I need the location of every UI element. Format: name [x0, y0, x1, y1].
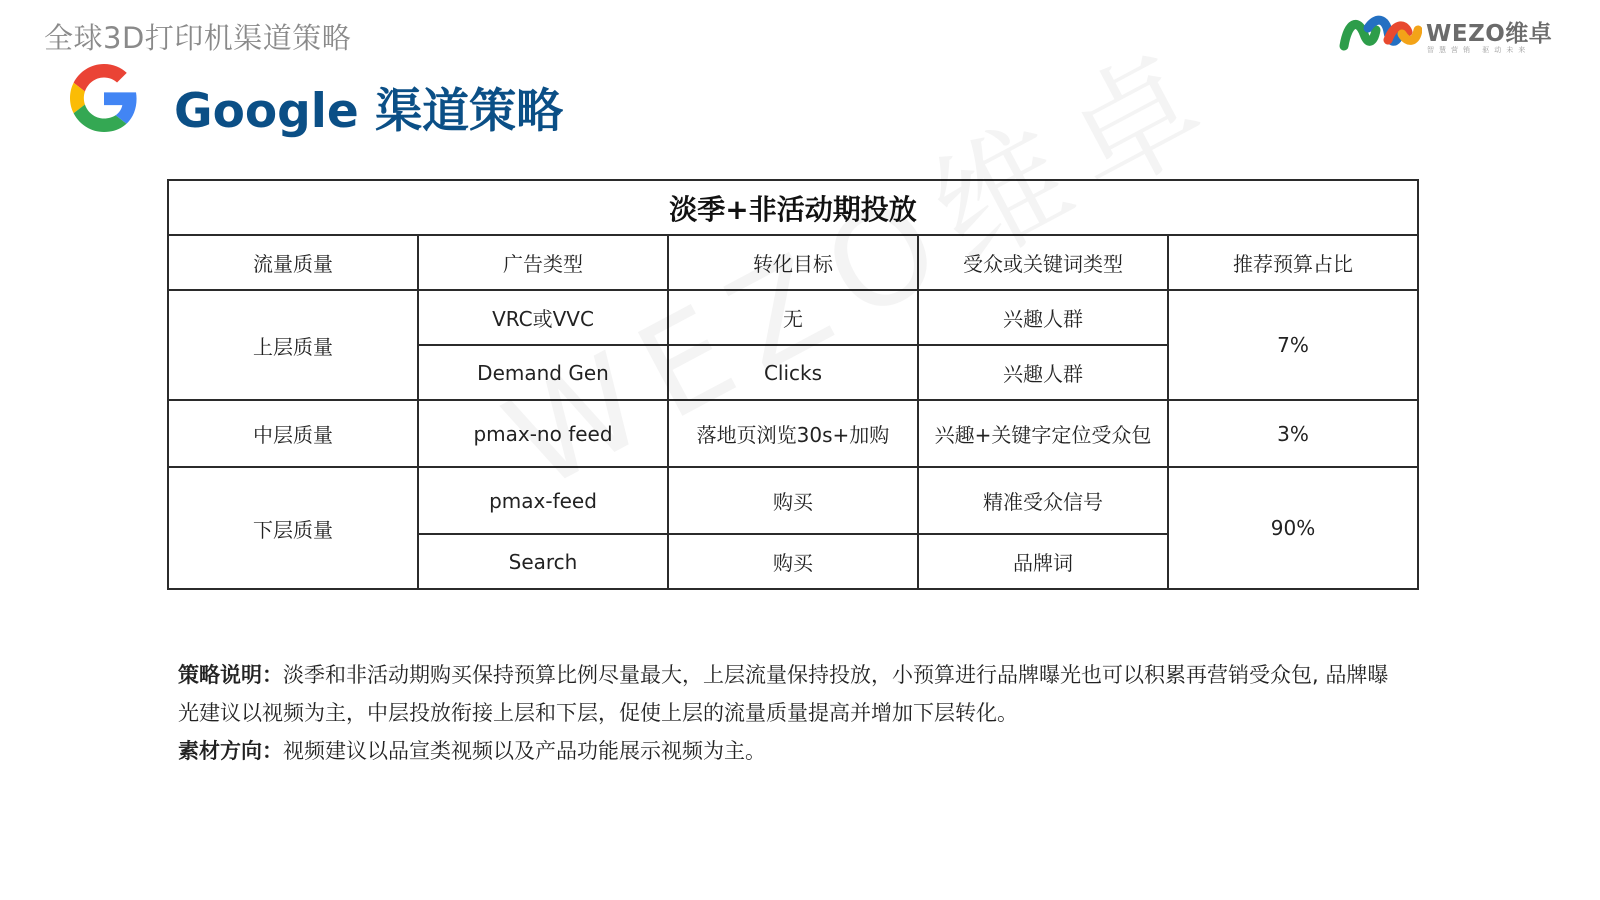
table-row	[168, 400, 1418, 467]
goal-cell: 购买	[668, 534, 918, 589]
table-header-row	[168, 235, 1418, 290]
table-caption: 淡季+非活动期投放	[168, 180, 1418, 235]
audience-cell: 兴趣+关键字定位受众包	[918, 400, 1168, 467]
deck-title: 全球3D打印机渠道策略	[44, 21, 352, 55]
ad-type-cell: Demand Gen	[418, 345, 668, 400]
audience-cell: 兴趣人群	[918, 345, 1168, 400]
header-traffic-quality: 流量质量	[168, 235, 418, 290]
page-title: Google 渠道策略	[174, 84, 564, 139]
strategy-table	[167, 179, 1419, 590]
table-row	[168, 290, 1418, 345]
brand-name: WEZO维卓	[1426, 21, 1553, 47]
header-audience-type: 受众或关键词类型	[918, 235, 1168, 290]
audience-cell: 兴趣人群	[918, 290, 1168, 345]
budget-cell: 7%	[1168, 290, 1418, 400]
table-row	[168, 467, 1418, 534]
header-ad-type: 广告类型	[418, 235, 668, 290]
budget-cell: 3%	[1168, 400, 1418, 467]
strategy-paragraph	[178, 656, 1408, 732]
material-paragraph	[178, 732, 1408, 770]
ad-type-cell: pmax-no feed	[418, 400, 668, 467]
quality-cell: 中层质量	[168, 400, 418, 467]
material-text: 视频建议以品宣类视频以及产品功能展示视频为主。	[283, 739, 766, 763]
audience-cell: 品牌词	[918, 534, 1168, 589]
goal-cell: 无	[668, 290, 918, 345]
budget-cell: 90%	[1168, 467, 1418, 589]
goal-cell: Clicks	[668, 345, 918, 400]
audience-cell: 精准受众信号	[918, 467, 1168, 534]
ad-type-cell: Search	[418, 534, 668, 589]
strategy-notes	[178, 656, 1408, 770]
goal-cell: 落地页浏览30s+加购	[668, 400, 918, 467]
material-label: 素材方向：	[178, 739, 283, 763]
brand-tagline: 智慧营销 驱动未来	[1427, 46, 1531, 54]
goal-cell: 购买	[668, 467, 918, 534]
google-g-icon	[70, 64, 138, 132]
quality-cell: 下层质量	[168, 467, 418, 589]
strategy-label: 策略说明：	[178, 663, 283, 687]
header-conversion-goal: 转化目标	[668, 235, 918, 290]
strategy-text: 淡季和非活动期购买保持预算比例尽量最大，上层流量保持投放，小预算进行品牌曝光也可以积累再营销受众包, 品牌曝光建议以视频为主，中层投放衔接上层和下层，促使上层的流量质量提高并增加下层转化。	[178, 663, 1389, 725]
ad-type-cell: pmax-feed	[418, 467, 668, 534]
brand-logo	[1338, 12, 1553, 58]
ad-type-cell: VRC或VVC	[418, 290, 668, 345]
quality-cell: 上层质量	[168, 290, 418, 400]
wezo-mark-icon	[1338, 12, 1422, 56]
header-budget-share: 推荐预算占比	[1168, 235, 1418, 290]
